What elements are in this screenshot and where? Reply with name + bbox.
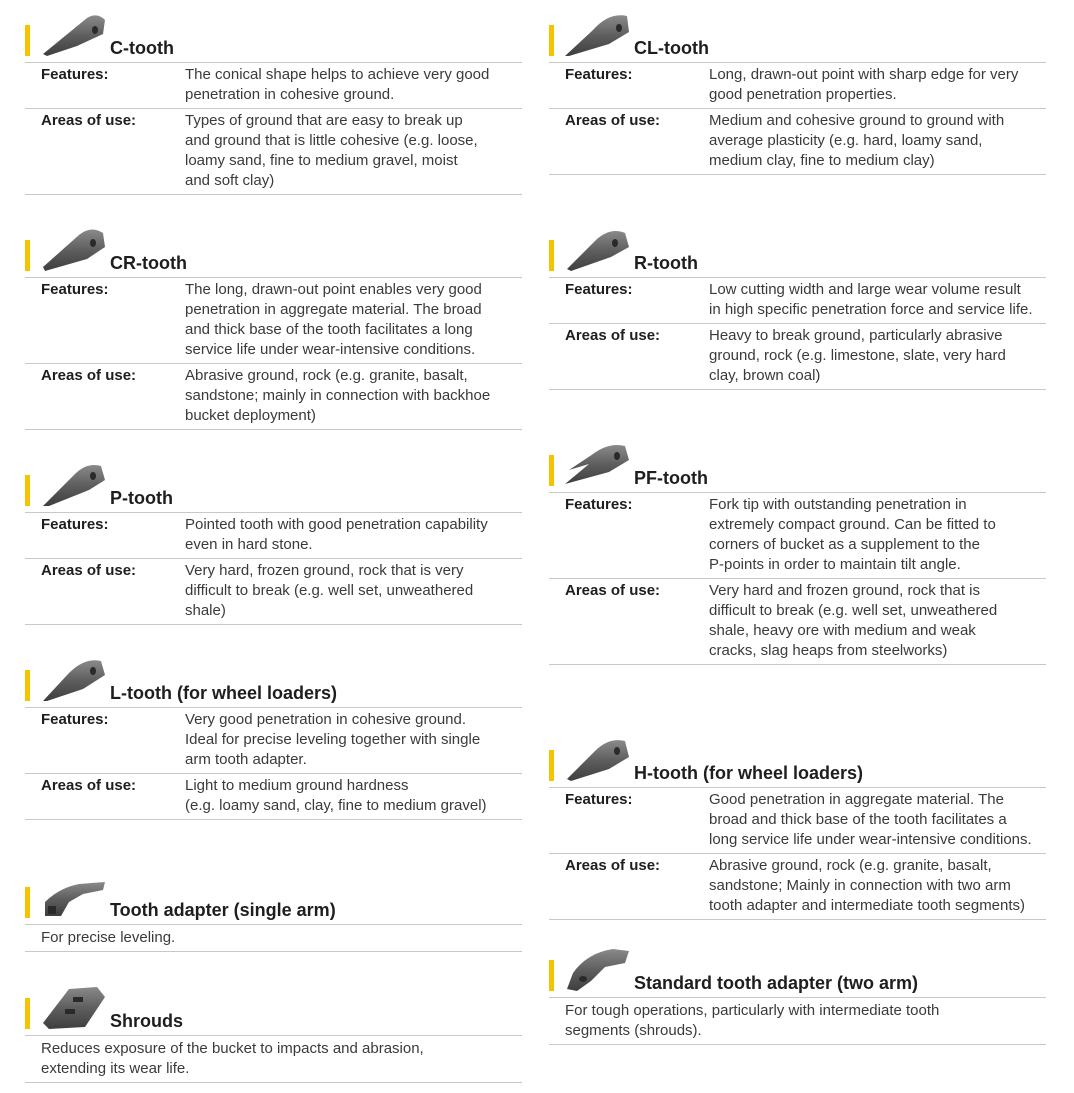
section-header <box>25 987 522 1036</box>
section-title: C-tooth <box>110 38 174 58</box>
two-arm-adapter-icon <box>563 945 633 993</box>
text-line: Very hard and frozen ground, rock that is <box>709 582 980 599</box>
text-line: good penetration properties. <box>709 86 897 103</box>
c-tooth-icon <box>39 10 109 58</box>
text-line: Good penetration in aggregate material. The <box>709 791 1004 808</box>
cl-tooth-icon <box>563 10 633 58</box>
r-tooth-icon <box>563 225 633 273</box>
features-label: Features: <box>41 281 109 298</box>
section-header <box>25 464 522 513</box>
areas-text <box>709 581 1046 661</box>
pf-tooth-section <box>549 444 1046 665</box>
accent-bar <box>549 960 554 991</box>
section-title: Standard tooth adapter (two arm) <box>634 973 919 993</box>
p-tooth-icon <box>39 460 109 508</box>
section-header <box>25 229 522 278</box>
features-label: Features: <box>41 516 109 533</box>
areas-row <box>25 109 522 195</box>
text-line: sandstone; mainly in connection with backhoe <box>185 387 491 404</box>
h-tooth-icon <box>563 735 633 783</box>
areas-text <box>185 366 522 426</box>
section-description <box>25 1036 522 1083</box>
areas-label: Areas of use: <box>41 367 137 384</box>
text-line: arm tooth adapter. <box>185 751 307 768</box>
features-label: Features: <box>565 496 633 513</box>
text-line: (e.g. loamy sand, clay, fine to medium gravel) <box>185 797 487 814</box>
areas-label: Areas of use: <box>41 112 137 129</box>
text-line: Very good penetration in cohesive ground. <box>185 711 467 728</box>
text-line: and soft clay) <box>185 172 275 189</box>
text-line: Long, drawn-out point with sharp edge for very <box>709 66 1019 83</box>
text-line: and thick base of the tooth facilitates a long <box>185 321 473 338</box>
text-line: The conical shape helps to achieve very good <box>185 66 490 83</box>
cr-tooth-section <box>25 229 522 430</box>
section-title: CL-tooth <box>634 38 709 58</box>
accent-bar <box>549 25 554 56</box>
text-line: Medium and cohesive ground to ground with <box>709 112 1005 129</box>
text-line: long service life under wear-intensive conditions. <box>709 831 1032 848</box>
shroud-icon <box>39 983 109 1031</box>
features-row <box>549 63 1046 109</box>
pf-tooth-icon <box>563 440 633 488</box>
section-header <box>549 444 1046 493</box>
areas-text <box>185 561 522 621</box>
text-line: The long, drawn-out point enables very good <box>185 281 482 298</box>
single-arm-adapter-icon <box>39 872 109 920</box>
section-header <box>549 739 1046 788</box>
features-text <box>185 515 522 555</box>
accent-bar <box>549 750 554 781</box>
adapter-two-section <box>549 949 1046 1045</box>
text-line: Reduces exposure of the bucket to impacts and abrasion, <box>41 1040 424 1057</box>
text-line: penetration in aggregate material. The broad <box>185 301 482 318</box>
section-title: L-tooth (for wheel loaders) <box>110 683 337 703</box>
section-title: R-tooth <box>634 253 698 273</box>
areas-row <box>25 774 522 820</box>
text-line: average plasticity (e.g. hard, loamy sand, <box>709 132 983 149</box>
p-tooth-section <box>25 464 522 625</box>
section-header <box>549 14 1046 63</box>
areas-text <box>709 111 1046 171</box>
section-description <box>549 998 1046 1045</box>
text-line: Pointed tooth with good penetration capability <box>185 516 488 533</box>
section-title: PF-tooth <box>634 468 708 488</box>
areas-row <box>25 364 522 430</box>
features-text <box>709 790 1046 850</box>
accent-bar <box>25 25 30 56</box>
text-line: difficult to break (e.g. well set, unweathered <box>709 602 998 619</box>
section-header <box>25 659 522 708</box>
accent-bar <box>549 455 554 486</box>
areas-text <box>709 326 1046 386</box>
section-description <box>25 925 522 952</box>
text-line: broad and thick base of the tooth facilitates a <box>709 811 1007 828</box>
areas-label: Areas of use: <box>565 582 661 599</box>
section-header <box>549 229 1046 278</box>
accent-bar <box>25 240 30 271</box>
areas-row <box>25 559 522 625</box>
features-row <box>25 278 522 364</box>
text-line: Ideal for precise leveling together with single <box>185 731 481 748</box>
areas-row <box>549 324 1046 390</box>
areas-label: Areas of use: <box>41 562 137 579</box>
text-line: even in hard stone. <box>185 536 313 553</box>
features-label: Features: <box>565 66 633 83</box>
text-line: For precise leveling. <box>41 929 176 946</box>
text-line: cracks, slag heaps from steelworks) <box>709 642 948 659</box>
features-row <box>549 493 1046 579</box>
text-line: service life under wear-intensive conditions. <box>185 341 476 358</box>
text-line: loamy sand, fine to medium gravel, moist <box>185 152 458 169</box>
text-line: For tough operations, particularly with intermediate tooth <box>565 1002 940 1019</box>
section-title: H-tooth (for wheel loaders) <box>634 763 863 783</box>
features-text <box>709 65 1046 105</box>
text-line: difficult to break (e.g. well set, unweathered <box>185 582 474 599</box>
text-line: bucket deployment) <box>185 407 316 424</box>
text-line: penetration in cohesive ground. <box>185 86 395 103</box>
areas-text <box>709 856 1046 916</box>
areas-label: Areas of use: <box>565 327 661 344</box>
section-header <box>25 876 522 925</box>
areas-row <box>549 854 1046 920</box>
areas-text <box>185 776 522 816</box>
areas-label: Areas of use: <box>565 112 661 129</box>
section-header <box>549 949 1046 998</box>
areas-text <box>185 111 522 191</box>
features-text <box>185 710 522 770</box>
features-text <box>709 280 1046 320</box>
c-tooth-section <box>25 14 522 195</box>
text-line: Fork tip with outstanding penetration in <box>709 496 967 513</box>
features-text <box>709 495 1046 575</box>
accent-bar <box>25 998 30 1029</box>
features-row <box>25 513 522 559</box>
text-line: sandstone; Mainly in connection with two arm <box>709 877 1011 894</box>
l-tooth-icon <box>39 655 109 703</box>
l-tooth-section <box>25 659 522 820</box>
section-title: CR-tooth <box>110 253 187 273</box>
text-line: shale) <box>185 602 226 619</box>
features-row <box>25 708 522 774</box>
text-line: Types of ground that are easy to break up <box>185 112 463 129</box>
shrouds-section <box>25 987 522 1083</box>
accent-bar <box>25 887 30 918</box>
accent-bar <box>25 475 30 506</box>
features-label: Features: <box>41 711 109 728</box>
text-line: shale, heavy ore with medium and weak <box>709 622 976 639</box>
text-line: extending its wear life. <box>41 1060 190 1077</box>
areas-label: Areas of use: <box>565 857 661 874</box>
text-line: and ground that is little cohesive (e.g. loose, <box>185 132 478 149</box>
text-line: ground, rock (e.g. limestone, slate, very hard <box>709 347 1006 364</box>
h-tooth-section <box>549 739 1046 920</box>
text-line: Abrasive ground, rock (e.g. granite, basalt, <box>185 367 468 384</box>
text-line: Low cutting width and large wear volume result <box>709 281 1021 298</box>
features-row <box>549 278 1046 324</box>
section-title: P-tooth <box>110 488 173 508</box>
text-line: P-points in order to maintain tilt angle. <box>709 556 961 573</box>
r-tooth-section <box>549 229 1046 390</box>
accent-bar <box>25 670 30 701</box>
areas-row <box>549 579 1046 665</box>
text-line: medium clay, fine to medium clay) <box>709 152 935 169</box>
areas-row <box>549 109 1046 175</box>
accent-bar <box>549 240 554 271</box>
text-line: corners of bucket as a supplement to the <box>709 536 980 553</box>
section-title: Shrouds <box>110 1011 184 1031</box>
areas-label: Areas of use: <box>41 777 137 794</box>
cl-tooth-section <box>549 14 1046 175</box>
text-line: Abrasive ground, rock (e.g. granite, basalt, <box>709 857 992 874</box>
text-line: Heavy to break ground, particularly abrasive <box>709 327 1003 344</box>
text-line: tooth adapter and intermediate tooth segments) <box>709 897 1026 914</box>
section-header <box>25 14 522 63</box>
text-line: clay, brown coal) <box>709 367 821 384</box>
features-text <box>185 65 522 105</box>
features-label: Features: <box>565 791 633 808</box>
features-label: Features: <box>41 66 109 83</box>
features-label: Features: <box>565 281 633 298</box>
text-line: extremely compact ground. Can be fitted to <box>709 516 996 533</box>
text-line: segments (shrouds). <box>565 1022 702 1039</box>
features-row <box>549 788 1046 854</box>
text-line: Light to medium ground hardness <box>185 777 409 794</box>
section-title: Tooth adapter (single arm) <box>110 900 336 920</box>
text-line: Very hard, frozen ground, rock that is very <box>185 562 464 579</box>
adapter-single-section <box>25 876 522 952</box>
cr-tooth-icon <box>39 225 109 273</box>
features-row <box>25 63 522 109</box>
text-line: in high specific penetration force and service life. <box>709 301 1033 318</box>
features-text <box>185 280 522 360</box>
